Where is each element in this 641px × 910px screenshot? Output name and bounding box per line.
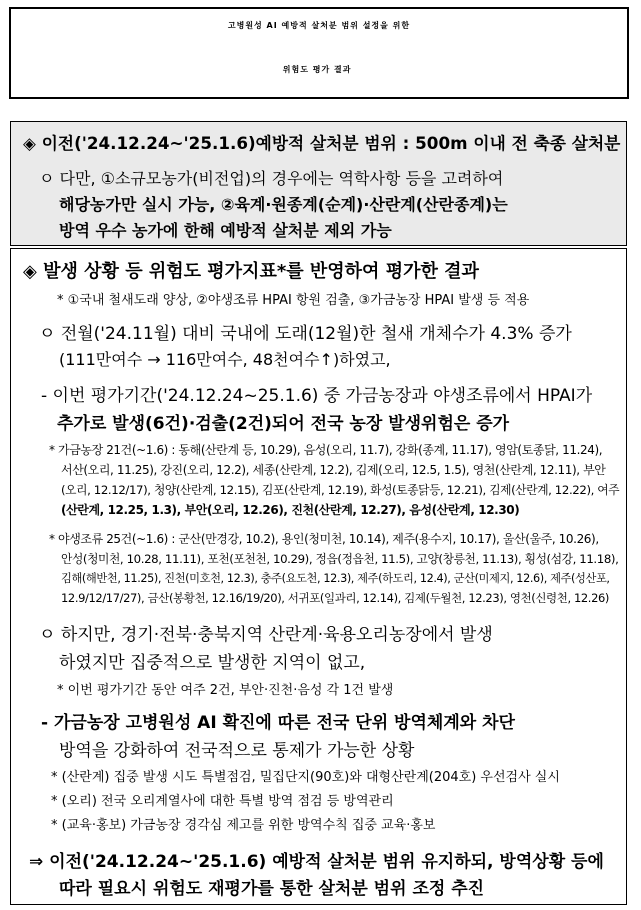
poultry-farm-list-line-1: * 가금농장 21건(~1.6) : 동해(산란계 등, 10.29), 음성(오리, 11.7), 강화(종계, 11.17), 영암(토종닭, 11.24), <box>49 443 603 457</box>
title-main: 위험도 평가 결과 <box>282 65 352 74</box>
measure-education: * (교육·홍보) 가금농장 경각심 제고를 위한 방역수칙 집중 교육·홍보 <box>51 818 436 833</box>
control-line-1: - 가금농장 고병원성 AI 확진에 따른 전국 단위 방역체계와 차단 <box>41 713 515 733</box>
title-line-1: 고병원성 AI 예방적 살처분 범위 설정을 위한 <box>227 21 411 30</box>
previous-note-line-1: ㅇ 다만, ①소규모농가(비전업)의 경우에는 역학사항 등을 고려하여 <box>39 169 504 188</box>
poultry-farm-list-line-3: (오리, 12.12/17), 청양(산란계, 12.15), 김포(산란계, 12.19), 화성(토종닭등, 12.21), 김제(산란계, 12.22), 여주 <box>61 483 620 497</box>
period-outbreak-note: * 이번 평가기간 동안 여주 2건, 부안·진천·음성 각 1건 발생 <box>57 683 394 698</box>
conclusion-line-1: ⇒ 이전('24.12.24~'25.1.6) 예방적 살처분 범위 유지하되, 방역상황 등에 <box>29 852 604 872</box>
risk-assessment-result-box <box>10 248 627 905</box>
previous-note-line-2: 해당농가만 실시 가능, ②육계·원종계(순계)·산란계(산란종계)는 <box>59 195 508 214</box>
indicator-note: * ①국내 철새도래 양상, ②야생조류 HPAI 항원 검출, ③가금농장 HPAI 발생 등 적용 <box>57 293 530 308</box>
migratory-bird-line-2: (111만여수 → 116만여수, 48천여수↑)하였고, <box>59 350 391 369</box>
outbreak-line-2: 추가로 발생(6건)·검출(2건)되어 전국 농장 발생위험은 증가 <box>57 414 510 434</box>
conclusion-line-2: 따라 필요시 위험도 재평가를 통한 살처분 범위 조정 추진 <box>59 879 485 899</box>
wild-bird-list-line-4: 12.9/12/17/27), 금산(봉황천, 12.16/19/20), 서귀포(일과리, 12.14), 김제(두월천, 12.23), 영천(신령천, 12.26) <box>61 591 609 605</box>
migratory-bird-line-1: ㅇ 전월('24.11월) 대비 국내에 도래(12월)한 철새 개체수가 4.3% 증가 <box>39 324 572 344</box>
previous-culling-scope-box <box>10 121 627 246</box>
outbreak-line-1: - 이번 평가기간('24.12.24~25.1.6) 중 가금농장과 야생조류에서 HPAI가 <box>41 386 593 406</box>
result-header: ◈ 발생 상황 등 위험도 평가지표*를 반영하여 평가한 결과 <box>23 261 479 282</box>
wild-bird-list-line-2: 안성(청미천, 10.28, 11.11), 포천(포천천, 10.29), 정읍(정읍천, 11.5), 고양(창릉천, 11.13), 횡성(섬강, 11.18), <box>61 552 619 566</box>
previous-scope-header: ◈ 이전('24.12.24~'25.1.6)예방적 살처분 범위 : 500m 이내 전 축종 살처분 <box>23 133 621 153</box>
measure-ducks: * (오리) 전국 오리계열사에 대한 특별 방역 점검 등 방역관리 <box>51 794 394 809</box>
title-line-2 <box>11 64 627 75</box>
however-line-2: 하였지만 집중적으로 발생한 지역이 없고, <box>59 653 366 673</box>
poultry-farm-list-line-2: 서산(오리, 11.25), 강진(오리, 12.2), 세종(산란계, 12.2), 김제(오리, 12.5, 1.5), 영천(산란계, 12.11), 부안 <box>61 463 606 477</box>
title-box <box>9 7 629 99</box>
measure-layer-hens: * (산란계) 집중 발생 시도 특별점검, 밀집단지(90호)와 대형산란계(204호) 우선검사 실시 <box>51 770 560 785</box>
control-line-2: 방역을 강화하여 전국적으로 통제가 가능한 상황 <box>59 741 415 761</box>
poultry-farm-list-line-4: (산란계, 12.25, 1.3), 부안(오리, 12.26), 진천(산란계, 12.27), 음성(산란계, 12.30) <box>61 503 520 517</box>
however-line-1: ㅇ 하지만, 경기·전북·충북지역 산란계·육용오리농장에서 발생 <box>39 625 493 645</box>
wild-bird-list-line-1: * 야생조류 25건(~1.6) : 군산(만경강, 10.2), 용인(청미천, 10.14), 제주(용수지, 10.17), 울산(울주, 10.26), <box>49 532 599 546</box>
wild-bird-list-line-3: 김해(해반천, 11.25), 진천(미호천, 12.3), 충주(요도천, 12.3), 제주(하도리, 12.4), 군산(미제지, 12.6), 제주(성산포, <box>61 572 610 585</box>
previous-note-line-3: 방역 우수 농가에 한해 예방적 살처분 제외 가능 <box>59 221 392 240</box>
